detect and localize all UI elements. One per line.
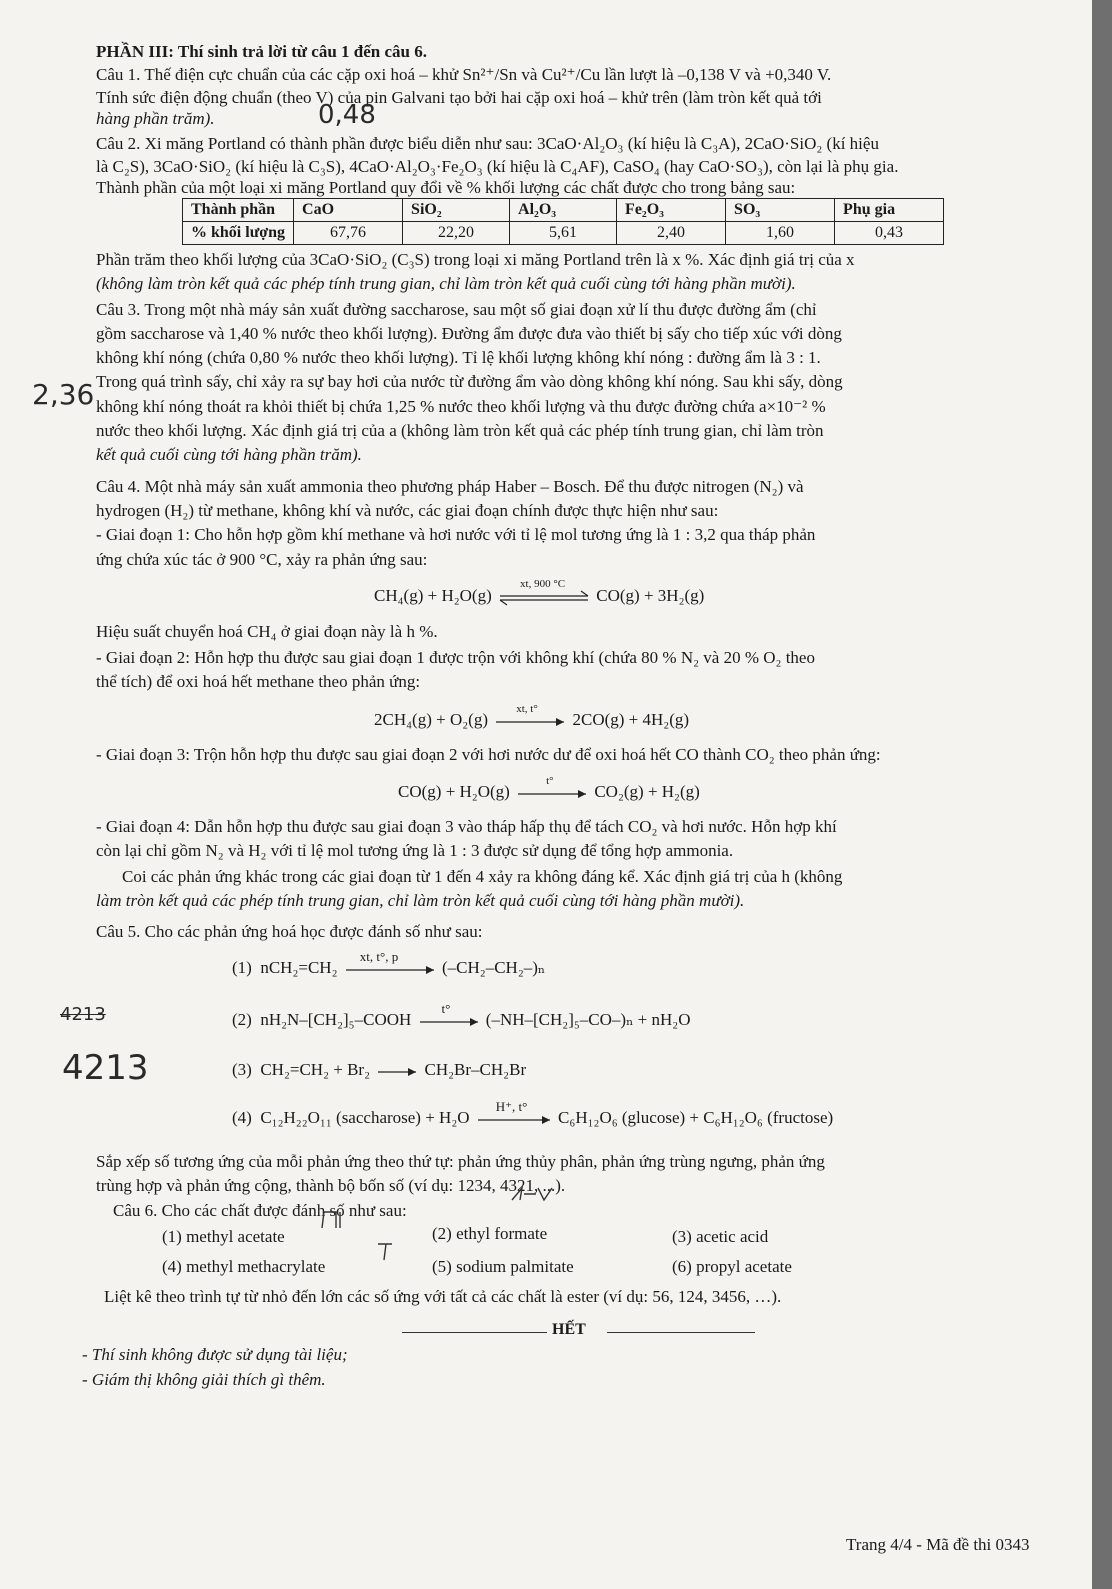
equation-1 bbox=[374, 578, 705, 606]
reaction-3-right: CH₂Br–CH₂Br bbox=[424, 1060, 527, 1079]
q4-line-1: Câu 4. Một nhà máy sản xuất ammonia theo phương pháp Haber – Bosch. Để thu được nitrogen (N₂) và bbox=[96, 477, 804, 496]
reaction-1 bbox=[232, 949, 546, 978]
q1-line-2: Tính sức điện động chuẩn (theo V) của pin Galvani tạo bởi hai cặp oxi hoá – khử trên (làm tròn kết quả tới bbox=[96, 88, 822, 107]
q3-line-1: Câu 3. Trong một nhà máy sản xuất đường saccharose, sau một số giai đoạn xử lí thu được đường ẩm (chỉ bbox=[96, 300, 817, 319]
forward-arrow bbox=[374, 1063, 420, 1079]
forward-arrow bbox=[474, 1099, 554, 1127]
reaction-4-condition: H⁺, t° bbox=[495, 1099, 528, 1115]
list-item: (5) sodium palmitate bbox=[432, 1257, 574, 1276]
reaction-2-right: (–NH–[CH₂]₅–CO–)ₙ + nH₂O bbox=[485, 1010, 691, 1029]
handwritten-answer-q5: 4213 bbox=[62, 1048, 149, 1088]
q4-line-10: còn lại chỉ gồm N₂ và H₂ với tỉ lệ mol tương ứng là 1 : 3 được sử dụng để tổng hợp ammonia. bbox=[96, 841, 734, 860]
note-2: - Giám thị không giải thích gì thêm. bbox=[82, 1370, 326, 1389]
table-header-cell: SO₃ bbox=[726, 199, 835, 222]
q5-line-2: Sắp xếp số tương ứng của mỗi phản ứng theo thứ tự: phản ứng thủy phân, phản ứng trùng ngưng, phản ứng bbox=[96, 1152, 825, 1171]
q3-line-5: không khí nóng thoát ra khỏi thiết bị chứa 1,25 % nước theo khối lượng và thu được đường chứa a×10⁻² % bbox=[96, 397, 826, 416]
table-header-cell: Phụ gia bbox=[835, 199, 944, 222]
table-cell: % khối lượng bbox=[183, 222, 294, 245]
forward-arrow bbox=[342, 949, 438, 977]
handwritten-mark bbox=[318, 1208, 346, 1232]
q4-line-8: - Giai đoạn 3: Trộn hỗn hợp thu được sau giai đoạn 2 với hơi nước dư để oxi hoá hết CO thành CO₂ theo phản ứng: bbox=[96, 745, 881, 764]
divider bbox=[607, 1332, 755, 1333]
q4-line-5: Hiệu suất chuyển hoá CH₄ ở giai đoạn này là h %. bbox=[96, 622, 438, 641]
reaction-3 bbox=[232, 1060, 526, 1080]
reaction-3-number: (3) bbox=[232, 1060, 252, 1079]
reaction-2 bbox=[232, 1001, 691, 1030]
q1-line-1: Câu 1. Thế điện cực chuẩn của các cặp oxi hoá – khử Sn²⁺/Sn và Cu²⁺/Cu lần lượt là –0,138 V và +0,340 V. bbox=[96, 65, 832, 84]
eq3-right: CO₂(g) + H₂(g) bbox=[594, 782, 700, 801]
q6-line-1: Câu 6. Cho các chất được đánh số như sau: bbox=[113, 1201, 407, 1220]
reaction-4-right: C₆H₁₂O₆ (glucose) + C₆H₁₂O₆ (fructose) bbox=[558, 1108, 834, 1127]
forward-arrow bbox=[514, 775, 590, 801]
table-header-cell: Al₂O₃ bbox=[510, 199, 617, 222]
eq1-right: CO(g) + 3H₂(g) bbox=[596, 586, 705, 605]
q4-line-12: làm tròn kết quả các phép tính trung gian, chỉ làm tròn kết quả cuối cùng tới hàng phần mười). bbox=[96, 891, 745, 910]
q4-line-9: - Giai đoạn 4: Dẫn hỗn hợp thu được sau giai đoạn 3 vào tháp hấp thụ để tách CO₂ và hơi nước. Hỗn hợp khí bbox=[96, 817, 837, 836]
q4-line-2: hydrogen (H₂) từ methane, không khí và nước, các giai đoạn chính được thực hiện như sau: bbox=[96, 501, 719, 520]
forward-arrow bbox=[492, 703, 568, 729]
q3-line-4: Trong quá trình sấy, chỉ xảy ra sự bay hơi của nước từ đường ẩm vào dòng không khí nóng. Sau khi sấy, dòng bbox=[96, 372, 843, 391]
table-cell: 2,40 bbox=[617, 222, 726, 245]
q2-line-2: là C₂S), 3CaO·SiO₂ (kí hiệu là C₃S), 4CaO·Al₂O₃·Fe₂O₃ (kí hiệu là C₄AF), CaSO₄ (hay CaO·SO₃), còn lại là phụ gia. bbox=[96, 157, 899, 176]
q6-line-2: Liệt kê theo trình tự từ nhỏ đến lớn các số ứng với tất cả các chất là ester (ví dụ: 56, 124, 3456, …). bbox=[104, 1287, 782, 1306]
q4-line-6: - Giai đoạn 2: Hỗn hợp thu được sau giai đoạn 1 được trộn với không khí (chứa 80 % N₂ và 20 % O₂ theo bbox=[96, 648, 815, 667]
equation-2 bbox=[374, 703, 690, 730]
q5-line-1: Câu 5. Cho các phản ứng hoá học được đánh số như sau: bbox=[96, 922, 483, 941]
forward-arrow bbox=[416, 1001, 482, 1029]
q4-line-4: ứng chứa xúc tác ở 900 °C, xảy ra phản ứng sau: bbox=[96, 550, 428, 569]
q3-line-2: gồm saccharose và 1,40 % nước theo khối lượng). Đường ẩm được đưa vào thiết bị sấy cho tiếp xúc với dòng bbox=[96, 324, 842, 343]
q3-line-6: nước theo khối lượng. Xác định giá trị của a (không làm tròn kết quả các phép tính trung gian, chỉ làm tròn bbox=[96, 421, 824, 440]
table-header-cell: CaO bbox=[294, 199, 403, 222]
reaction-4-left: C₁₂H₂₂O₁₁ (saccharose) + H₂O bbox=[260, 1108, 470, 1127]
table-header-cell: Thành phần bbox=[183, 199, 294, 222]
q4-line-7: thể tích) để oxi hoá hết methane theo phản ứng: bbox=[96, 672, 421, 691]
equation-3 bbox=[398, 775, 700, 802]
reaction-2-number: (2) bbox=[232, 1010, 252, 1029]
reaction-4-number: (4) bbox=[232, 1108, 252, 1127]
reaction-1-right: (–CH₂–CH₂–)ₙ bbox=[442, 958, 546, 977]
reaction-1-left: nCH₂=CH₂ bbox=[260, 958, 338, 977]
reaction-4 bbox=[232, 1099, 834, 1128]
reaction-2-condition: t° bbox=[441, 1001, 451, 1017]
handwritten-answer-q3: 2,36 bbox=[32, 378, 95, 411]
q2-line-4: Phần trăm theo khối lượng của 3CaO·SiO₂ (C₃S) trong loại xi măng Portland trên là x %. Xác định giá trị của x bbox=[96, 250, 855, 269]
q1-line-3: hàng phần trăm). bbox=[96, 109, 215, 128]
eq2-condition: xt, t° bbox=[516, 703, 538, 716]
end-label: HẾT bbox=[552, 1321, 586, 1338]
list-item: (2) ethyl formate bbox=[432, 1224, 548, 1243]
handwritten-scribble: 4213 bbox=[60, 1004, 106, 1025]
eq2-left: 2CH₄(g) + O₂(g) bbox=[374, 710, 488, 729]
page-footer: Trang 4/4 - Mã đề thi 0343 bbox=[846, 1535, 1030, 1554]
eq1-left: CH₄(g) + H₂O(g) bbox=[374, 586, 492, 605]
section-header: PHẦN III: Thí sinh trả lời từ câu 1 đến câu 6. bbox=[96, 42, 428, 61]
q2-line-3: Thành phần của một loại xi măng Portland quy đổi về % khối lượng các chất được cho trong bảng sau: bbox=[96, 178, 796, 197]
handwritten-mark bbox=[508, 1184, 556, 1204]
end-mark bbox=[402, 1320, 762, 1344]
q3-line-3: không khí nóng (chứa 0,80 % nước theo khối lượng). Tỉ lệ khối lượng không khí nóng : đường ẩm là 3 : 1. bbox=[96, 348, 821, 367]
note-1: - Thí sinh không được sử dụng tài liệu; bbox=[82, 1345, 348, 1364]
handwritten-answer-q1: 0,48 bbox=[318, 100, 376, 130]
table-cell: 1,60 bbox=[726, 222, 835, 245]
eq1-condition: xt, 900 °C bbox=[520, 578, 566, 591]
handwritten-mark bbox=[374, 1240, 396, 1264]
list-item: (6) propyl acetate bbox=[672, 1257, 792, 1276]
table-cell: 67,76 bbox=[294, 222, 403, 245]
cement-composition-table bbox=[182, 198, 944, 245]
reversible-arrow bbox=[496, 578, 592, 606]
table-header-cell: Fe₂O₃ bbox=[617, 199, 726, 222]
q3-line-7: kết quả cuối cùng tới hàng phần trăm). bbox=[96, 445, 362, 464]
list-item: (4) methyl methacrylate bbox=[162, 1257, 326, 1276]
list-item: (1) methyl acetate bbox=[162, 1227, 285, 1246]
table-header-row bbox=[183, 199, 944, 222]
divider bbox=[402, 1332, 547, 1333]
eq3-condition: t° bbox=[546, 775, 554, 788]
reaction-1-number: (1) bbox=[232, 958, 252, 977]
reaction-2-left: nH₂N–[CH₂]₅–COOH bbox=[260, 1010, 412, 1029]
q2-line-1: Câu 2. Xi măng Portland có thành phần được biểu diễn như sau: 3CaO·Al₂O₃ (kí hiệu là C₃A), 2CaO·SiO₂ (kí hiệu bbox=[96, 134, 879, 153]
q5-line-3: trùng hợp và phản ứng cộng, thành bộ bốn số (ví dụ: 1234, 4321, ...). bbox=[96, 1176, 566, 1195]
eq3-left: CO(g) + H₂O(g) bbox=[398, 782, 510, 801]
table-cell: 5,61 bbox=[510, 222, 617, 245]
table-cell: 22,20 bbox=[403, 222, 510, 245]
list-item: (3) acetic acid bbox=[672, 1227, 769, 1246]
table-cell: 0,43 bbox=[835, 222, 944, 245]
eq2-right: 2CO(g) + 4H₂(g) bbox=[572, 710, 690, 729]
table-header-cell: SiO₂ bbox=[403, 199, 510, 222]
reaction-1-condition: xt, t°, p bbox=[359, 949, 399, 965]
q4-line-3: - Giai đoạn 1: Cho hỗn hợp gồm khí methane và hơi nước với tỉ lệ mol tương ứng là 1 : 3,2 qua tháp phản bbox=[96, 525, 816, 544]
q4-line-11: Coi các phản ứng khác trong các giai đoạn từ 1 đến 4 xảy ra không đáng kể. Xác định giá trị của h (không bbox=[122, 867, 843, 886]
table-row bbox=[183, 222, 944, 245]
reaction-3-left: CH₂=CH₂ + Br₂ bbox=[260, 1060, 371, 1079]
q2-line-5: (không làm tròn kết quả các phép tính trung gian, chỉ làm tròn kết quả cuối cùng tới hàng phần mười). bbox=[96, 274, 796, 293]
